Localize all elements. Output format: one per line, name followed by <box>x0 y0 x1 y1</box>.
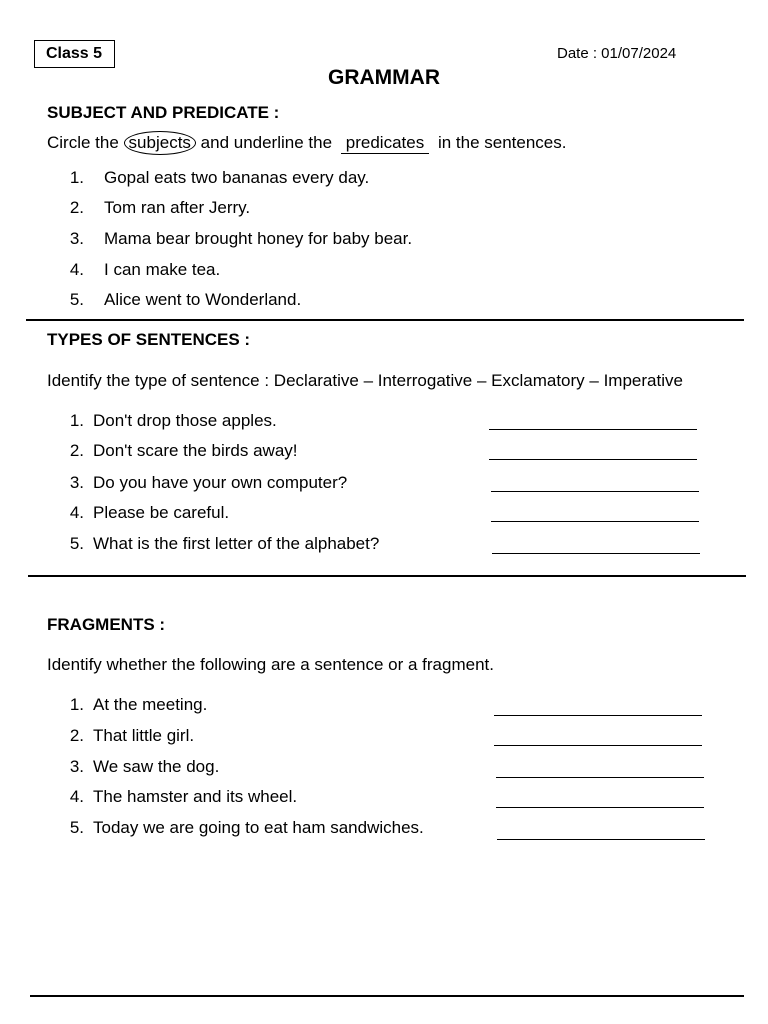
list-item: Alice went to Wonderland. <box>104 290 302 309</box>
section-divider <box>26 319 744 321</box>
item-number: 5. <box>69 290 84 309</box>
item-number: 5. <box>69 534 84 553</box>
item-number: 1. <box>69 168 84 187</box>
item-number: 3. <box>69 757 84 776</box>
item-number: 2. <box>69 198 84 217</box>
list-item: The hamster and its wheel. <box>93 787 298 806</box>
list-item: Today we are going to eat ham sandwiches. <box>93 818 424 837</box>
instruction-text: and underline the <box>200 133 333 152</box>
instruction-text: in the sentences. <box>437 133 567 152</box>
list-item: At the meeting. <box>93 695 208 714</box>
list-item: That little girl. <box>93 726 195 745</box>
list-item: What is the first letter of the alphabet? <box>93 534 380 553</box>
list-item: Tom ran after Jerry. <box>104 198 251 217</box>
page-title: GRAMMAR <box>328 66 440 89</box>
list-item: Do you have your own computer? <box>93 473 348 492</box>
instruction-subject-predicate <box>47 131 566 155</box>
answer-blank[interactable] <box>492 553 700 554</box>
date-label: Date : 01/07/2024 <box>557 45 677 62</box>
bottom-divider <box>30 995 744 997</box>
class-label: Class 5 <box>34 40 115 68</box>
item-number: 2. <box>69 726 84 745</box>
answer-blank[interactable] <box>496 777 704 778</box>
item-number: 5. <box>69 818 84 837</box>
answer-blank[interactable] <box>489 429 697 430</box>
answer-blank[interactable] <box>491 491 699 492</box>
list-item: Gopal eats two bananas every day. <box>104 168 370 187</box>
section-divider <box>28 575 746 577</box>
item-number: 2. <box>69 441 84 460</box>
list-item: Mama bear brought honey for baby bear. <box>104 229 413 248</box>
instruction-text: Circle the <box>47 133 119 152</box>
section-heading-subject-predicate: SUBJECT AND PREDICATE : <box>47 103 280 122</box>
list-item: Don't scare the birds away! <box>93 441 298 460</box>
list-item: Don't drop those apples. <box>93 411 277 430</box>
answer-blank[interactable] <box>489 459 697 460</box>
item-number: 4. <box>69 503 84 522</box>
section-heading-fragments: FRAGMENTS : <box>47 615 166 634</box>
item-number: 1. <box>69 411 84 430</box>
instruction-types-of-sentences: Identify the type of sentence : Declarative – Interrogative – Exclamatory – Imperative <box>47 371 683 390</box>
instruction-fragments: Identify whether the following are a sentence or a fragment. <box>47 655 494 674</box>
answer-blank[interactable] <box>494 715 702 716</box>
list-item: I can make tea. <box>104 260 221 279</box>
item-number: 4. <box>69 787 84 806</box>
answer-blank[interactable] <box>497 839 705 840</box>
item-number: 4. <box>69 260 84 279</box>
underlined-word: predicates <box>341 134 429 154</box>
answer-blank[interactable] <box>494 745 702 746</box>
answer-blank[interactable] <box>491 521 699 522</box>
item-number: 1. <box>69 695 84 714</box>
list-item: We saw the dog. <box>93 757 220 776</box>
list-item: Please be careful. <box>93 503 230 522</box>
item-number: 3. <box>69 229 84 248</box>
section-heading-types-of-sentences: TYPES OF SENTENCES : <box>47 330 251 349</box>
item-number: 3. <box>69 473 84 492</box>
answer-blank[interactable] <box>496 807 704 808</box>
circled-word: subjects <box>124 131 196 155</box>
